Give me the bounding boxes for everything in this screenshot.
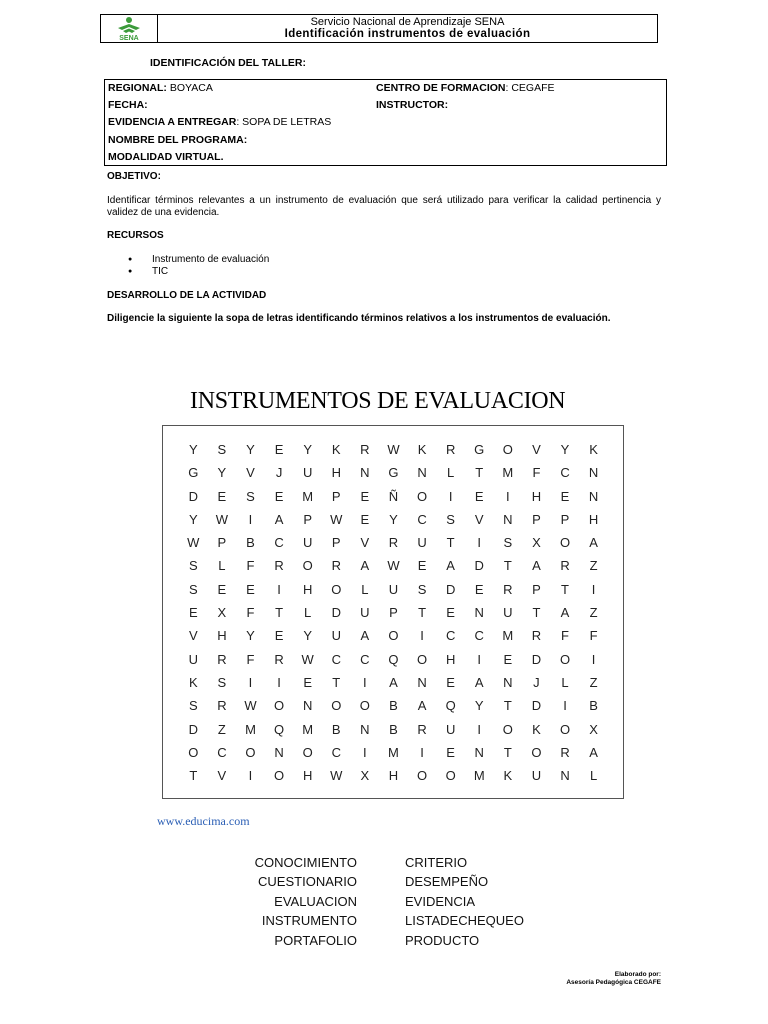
grid-letter: V	[246, 465, 255, 481]
grid-letter: W	[330, 768, 343, 784]
grid-letter: P	[331, 535, 341, 551]
grid-letter: I	[506, 488, 510, 504]
grid-letter: Q	[445, 698, 456, 714]
grid-letter: L	[304, 605, 312, 621]
grid-letter: C	[560, 465, 570, 481]
footer-line-2: Asesoría Pedagógica CEGAFE	[566, 979, 661, 986]
grid-letter: I	[248, 511, 253, 527]
grid-letter: S	[217, 442, 227, 457]
grid-letter: Y	[303, 442, 312, 457]
grid-letter: I	[477, 535, 482, 551]
modalidad-label: MODALIDAD VIRTUAL.	[108, 151, 224, 163]
grid-letter: M	[388, 744, 399, 760]
grid-letter: U	[417, 535, 427, 551]
grid-letter: A	[589, 744, 598, 760]
recursos-label: RECURSOS	[107, 230, 164, 241]
grid-letter: P	[331, 488, 341, 504]
grid-letter: K	[503, 768, 513, 784]
grid-letter: O	[302, 558, 313, 574]
grid-letter: R	[388, 535, 399, 551]
list-item: ● TIC	[128, 266, 269, 278]
grid-letter: A	[360, 628, 370, 644]
grid-letter: O	[416, 488, 428, 504]
grid-letter: V	[360, 535, 370, 551]
grid-letter: A	[389, 674, 398, 690]
grid-letter: B	[246, 535, 255, 551]
grid-letter: I	[477, 721, 482, 737]
grid-letter: N	[474, 605, 484, 621]
grid-letter: I	[420, 628, 424, 644]
grid-letter: F	[246, 605, 255, 621]
grid-letter: D	[474, 558, 484, 574]
grid-letter: U	[188, 651, 198, 667]
grid-letter: R	[217, 651, 227, 667]
grid-letter: E	[474, 581, 484, 597]
grid-letter: Q	[274, 721, 285, 737]
grid-letter: L	[361, 581, 369, 597]
grid-letter: O	[331, 698, 342, 714]
grid-letter: S	[246, 488, 255, 504]
grid-letter: P	[532, 511, 541, 527]
grid-letter: N	[560, 768, 570, 784]
grid-letter: N	[360, 721, 370, 737]
grid-letter: I	[591, 651, 596, 667]
grid-letter: U	[360, 605, 370, 621]
evidencia-value: : SOPA DE LETRAS	[236, 116, 332, 128]
word-item: CONOCIMIENTO	[254, 855, 357, 870]
grid-letter: W	[387, 442, 400, 457]
grid-letter: M	[473, 768, 485, 784]
grid-letter: O	[416, 651, 428, 667]
grid-letter: L	[589, 768, 598, 784]
grid-letter: I	[277, 674, 281, 690]
grid-letter: M	[502, 628, 514, 644]
grid-letter: T	[503, 698, 512, 714]
grid-letter: O	[445, 768, 456, 784]
grid-letter: Z	[589, 605, 598, 621]
grid-letter: W	[330, 511, 343, 527]
grid-letter: O	[531, 744, 542, 760]
grid-letter: U	[302, 535, 313, 551]
info-row-regional	[108, 80, 663, 97]
grid-letter: A	[474, 674, 484, 690]
grid-letter: T	[332, 674, 341, 690]
grid-letter: N	[588, 488, 599, 504]
grid-letter: Q	[388, 651, 399, 667]
grid-letter: K	[331, 442, 341, 457]
desarrollo-text: Diligencie la siguiente la sopa de letras identificando términos relativos a los instrumentos de evaluación.	[107, 313, 611, 324]
grid-letter: G	[188, 465, 199, 481]
grid-letter: O	[245, 744, 256, 760]
grid-letter: V	[188, 628, 198, 644]
recursos-list	[128, 254, 269, 278]
grid-letter: R	[531, 628, 542, 644]
grid-letter: E	[446, 674, 455, 690]
grid-letter: Z	[217, 721, 226, 737]
word-item: CUESTIONARIO	[258, 874, 357, 890]
grid-letter: N	[274, 744, 284, 760]
grid-letter: J	[533, 674, 540, 690]
grid-letter: U	[445, 721, 456, 737]
grid-letter: M	[302, 488, 314, 504]
regional-label: REGIONAL:	[108, 82, 167, 94]
regional-value: BOYACA	[166, 82, 213, 94]
grid-letter: U	[503, 605, 513, 621]
grid-letter: Y	[389, 511, 398, 527]
grid-letter: Y	[474, 698, 484, 714]
grid-letter: T	[503, 558, 512, 574]
grid-letter: N	[503, 511, 513, 527]
grid-letter: C	[331, 651, 341, 667]
grid-letter: C	[274, 535, 284, 551]
grid-letter: A	[560, 605, 570, 621]
grid-letter: S	[446, 511, 455, 527]
grid-letter: H	[588, 511, 599, 527]
grid-letter: I	[563, 698, 567, 714]
word-item: EVIDENCIA	[405, 893, 476, 909]
logo-text: SENA	[119, 35, 139, 42]
grid-letter: C	[360, 651, 370, 667]
grid-letter: R	[560, 558, 570, 574]
grid-letter: O	[416, 768, 428, 784]
word-item: PRODUCTO	[405, 932, 480, 948]
programa-label: NOMBRE DEL PROGRAMA:	[108, 134, 248, 146]
grid-letter: I	[248, 674, 253, 690]
grid-letter: T	[189, 768, 198, 784]
grid-letter: R	[503, 581, 513, 597]
objetivo-text: Identificar términos relevantes a un instrumento de evaluación que será utilizado para verificar la calidad pertinencia y validez de una evidencia.	[107, 195, 661, 218]
grid-letter: J	[275, 465, 283, 481]
grid-letter: F	[561, 628, 569, 644]
grid-letter: P	[389, 605, 398, 621]
grid-letter: W	[387, 558, 400, 574]
workshop-info-table	[104, 79, 667, 166]
grid-letter: K	[417, 442, 427, 457]
grid-letter: T	[561, 581, 569, 597]
grid-letter: P	[217, 535, 227, 551]
grid-letter: W	[244, 698, 257, 714]
grid-letter: G	[388, 465, 399, 481]
grid-letter: C	[445, 628, 456, 644]
sena-logo-icon	[101, 15, 157, 42]
word-item: EVALUACION	[274, 893, 357, 909]
word-item: LISTADECHEQUEO	[405, 913, 524, 929]
sena-logo	[101, 15, 158, 42]
grid-letter: I	[448, 488, 453, 504]
grid-letter: S	[417, 581, 427, 597]
grid-letter: O	[274, 768, 285, 784]
grid-letter: U	[302, 465, 313, 481]
grid-letter: O	[502, 442, 513, 457]
info-row-evidencia	[108, 114, 663, 131]
grid-letter: R	[331, 558, 341, 574]
grid-letter: T	[418, 605, 427, 621]
fecha-label: FECHA:	[108, 99, 148, 111]
grid-letter: E	[188, 605, 198, 621]
grid-letter: B	[389, 721, 398, 737]
grid-letter: Z	[589, 558, 598, 574]
puzzle-title: INSTRUMENTOS DE EVALUACION	[190, 388, 566, 414]
grid-letter: B	[589, 698, 598, 714]
info-row-programa	[108, 132, 663, 149]
grid-letter: R	[360, 442, 370, 457]
grid-letter: E	[360, 488, 370, 504]
institution-name: Servicio Nacional de Aprendizaje SENA	[310, 16, 505, 28]
grid-letter: O	[302, 744, 313, 760]
grid-letter: H	[302, 581, 313, 597]
grid-letter: H	[331, 465, 341, 481]
desarrollo-label: DESARROLLO DE LA ACTIVIDAD	[107, 290, 267, 301]
grid-letter: I	[248, 768, 253, 784]
grid-letter: K	[532, 721, 541, 737]
grid-letter: V	[532, 442, 541, 457]
grid-letter: T	[503, 744, 512, 760]
grid-letter: R	[445, 442, 456, 457]
grid-letter: S	[188, 581, 198, 597]
grid-letter: L	[218, 558, 226, 574]
grid-letter: C	[217, 744, 227, 760]
grid-letter: O	[274, 698, 285, 714]
grid-letter: O	[559, 535, 571, 551]
grid-letter: F	[246, 558, 255, 574]
grid-letter: G	[474, 442, 485, 457]
grid-letter: E	[360, 511, 370, 527]
grid-letter: E	[303, 674, 312, 690]
grid-letter: U	[388, 581, 399, 597]
grid-letter: U	[331, 628, 341, 644]
grid-letter: P	[532, 581, 541, 597]
grid-letter: S	[503, 535, 513, 551]
word-search-box	[162, 425, 624, 799]
centro-label: CENTRO DE FORMACION	[376, 82, 506, 94]
grid-letter: M	[245, 721, 256, 737]
grid-letter: C	[417, 511, 427, 527]
grid-letter: R	[217, 698, 227, 714]
grid-letter: P	[560, 511, 570, 527]
grid-letter: M	[502, 465, 514, 481]
grid-letter: Y	[560, 442, 570, 457]
grid-letter: X	[589, 721, 598, 737]
grid-letter: A	[532, 558, 541, 574]
grid-letter: N	[417, 465, 427, 481]
grid-letter: C	[474, 628, 484, 644]
grid-letter: I	[591, 581, 596, 597]
grid-letter: O	[359, 698, 370, 714]
objetivo-label: OBJETIVO:	[107, 171, 161, 182]
grid-letter: R	[274, 558, 284, 574]
centro-value: : CEGAFE	[505, 82, 555, 94]
footer-line-1: Elaborado por:	[614, 971, 661, 978]
grid-letter: A	[446, 558, 455, 574]
info-row-modalidad	[108, 149, 663, 166]
grid-letter: X	[360, 768, 370, 784]
grid-letter: R	[274, 651, 284, 667]
grid-letter: W	[301, 651, 314, 667]
grid-letter: E	[417, 558, 427, 574]
grid-letter: A	[417, 698, 427, 714]
grid-letter: T	[275, 605, 284, 621]
grid-letter: N	[588, 465, 599, 481]
footer-credit	[566, 971, 661, 987]
grid-letter: E	[503, 651, 513, 667]
info-row-fecha	[108, 97, 663, 114]
grid-letter: H	[302, 768, 313, 784]
grid-letter: H	[445, 651, 456, 667]
word-item: INSTRUMENTO	[261, 913, 357, 929]
grid-letter: X	[532, 535, 541, 551]
grid-letter: N	[503, 674, 513, 690]
grid-letter: B	[389, 698, 398, 714]
grid-letter: B	[331, 721, 341, 737]
instructor-label: INSTRUCTOR:	[376, 99, 449, 111]
grid-letter: Ñ	[388, 488, 399, 504]
grid-letter: A	[274, 511, 284, 527]
grid-letter: R	[560, 744, 570, 760]
grid-letter: Y	[188, 511, 198, 527]
grid-letter: O	[502, 721, 513, 737]
grid-letter: V	[474, 511, 484, 527]
grid-letter: N	[417, 674, 427, 690]
grid-letter: S	[188, 558, 198, 574]
grid-letter: E	[274, 488, 284, 504]
grid-letter: O	[559, 651, 571, 667]
grid-letter: E	[246, 581, 255, 597]
grid-letter: I	[277, 581, 281, 597]
grid-letter: E	[217, 488, 227, 504]
grid-letter: Y	[246, 442, 255, 457]
evidencia-label: EVIDENCIA A ENTREGAR	[108, 116, 237, 128]
grid-letter: R	[417, 721, 427, 737]
document-header	[100, 14, 658, 43]
grid-letter: I	[420, 744, 424, 760]
grid-letter: O	[188, 744, 199, 760]
grid-letter: H	[531, 488, 542, 504]
grid-letter: F	[246, 651, 255, 667]
grid-letter: L	[447, 465, 455, 481]
grid-letter: L	[561, 674, 569, 690]
grid-letter: T	[446, 535, 455, 551]
grid-letter: N	[302, 698, 313, 714]
grid-letter: S	[217, 674, 227, 690]
grid-letter: D	[188, 488, 198, 504]
document-title: Identificación instrumentos de evaluación	[284, 28, 531, 40]
grid-letter: D	[531, 651, 542, 667]
grid-letter: Z	[589, 674, 598, 690]
word-item: CRITERIO	[405, 855, 468, 870]
grid-letter: E	[446, 744, 455, 760]
grid-letter: A	[589, 535, 598, 551]
grid-letter: E	[274, 442, 284, 457]
grid-letter: H	[388, 768, 399, 784]
list-item: ● Instrumento de evaluación	[128, 254, 269, 266]
website-link[interactable]: www.educima.com	[157, 814, 250, 828]
grid-letter: O	[388, 628, 399, 644]
grid-letter: F	[589, 628, 598, 644]
grid-letter: E	[217, 581, 227, 597]
grid-letter: W	[215, 511, 229, 527]
grid-letter: T	[475, 465, 484, 481]
grid-letter: I	[477, 651, 482, 667]
grid-letter: O	[331, 581, 342, 597]
grid-letter: E	[560, 488, 570, 504]
section-title: IDENTIFICACIÓN DEL TALLER:	[150, 57, 306, 69]
grid-letter: K	[188, 674, 198, 690]
grid-letter: S	[188, 698, 198, 714]
grid-letter: D	[331, 605, 341, 621]
grid-letter: U	[531, 768, 542, 784]
grid-letter: D	[531, 698, 542, 714]
grid-letter: A	[360, 558, 370, 574]
grid-letter: T	[532, 605, 541, 621]
grid-letter: E	[274, 628, 284, 644]
grid-letter: I	[363, 744, 367, 760]
word-item: DESEMPEÑO	[405, 874, 489, 890]
grid-letter: D	[188, 721, 198, 737]
letter-grid	[179, 438, 608, 787]
grid-letter: V	[217, 768, 227, 784]
grid-letter: X	[217, 605, 227, 621]
grid-letter: E	[474, 488, 484, 504]
grid-letter: Y	[303, 628, 312, 644]
grid-letter: I	[363, 674, 367, 690]
grid-letter: O	[559, 721, 571, 737]
grid-letter: M	[302, 721, 314, 737]
grid-letter: W	[187, 535, 200, 551]
grid-letter: P	[303, 511, 312, 527]
grid-letter: N	[360, 465, 370, 481]
grid-letter: C	[331, 744, 341, 760]
grid-letter: H	[217, 628, 227, 644]
grid-letter: E	[446, 605, 455, 621]
grid-letter: Y	[188, 442, 198, 457]
grid-letter: K	[589, 442, 598, 457]
grid-letter: Y	[217, 465, 227, 481]
word-item: PORTAFOLIO	[274, 932, 357, 948]
grid-letter: D	[445, 581, 456, 597]
grid-letter: F	[532, 465, 541, 481]
grid-letter: Y	[246, 628, 255, 644]
grid-letter: N	[474, 744, 484, 760]
